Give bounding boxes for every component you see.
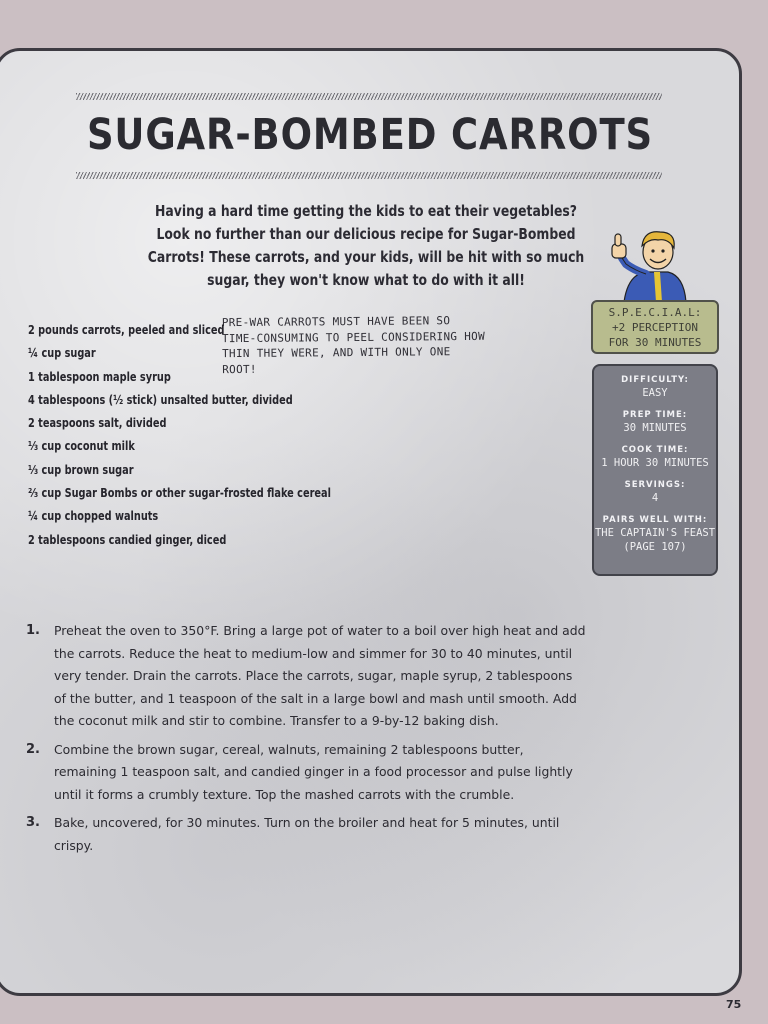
ingredient-item: ¼ cup sugar xyxy=(28,345,96,361)
cook-time-label: COOK TIME: xyxy=(621,445,689,455)
servings-label: SERVINGS: xyxy=(624,480,686,490)
prep-time-label: PREP TIME: xyxy=(622,410,688,420)
instruction-step xyxy=(26,812,586,857)
special-line-1: S.P.E.C.I.A.L: xyxy=(608,306,702,319)
title-divider-top xyxy=(76,93,662,100)
ingredient-item: 1 tablespoon maple syrup xyxy=(28,368,171,384)
ingredient-item: 2 tablespoons candied ginger, diced xyxy=(28,531,227,547)
step-number: 3. xyxy=(26,815,40,830)
page-title: SUGAR-BOMBED CARROTS xyxy=(86,110,654,160)
pairs-well-value: THE CAPTAIN'S FEAST (PAGE 107) xyxy=(594,527,716,553)
difficulty-label: DIFFICULTY: xyxy=(621,375,689,385)
step-text: Preheat the oven to 350°F. Bring a large pot of water to a boil over high heat and add the carrots. Reduce the heat to medium-low and simmer for 30 to 40 minutes, until very tender. Drain the carrots. Place the carrots, sugar, maple syrup, 2 tablespoons of the butter, and 1 teaspoon of the salt in a large bowl and mash until smooth. Add the coconut milk and stir to combine. Transfer to a 9-by-12 baking dish. xyxy=(54,623,586,728)
instruction-step xyxy=(26,620,586,733)
prep-time-value: 30 MINUTES xyxy=(623,422,687,434)
ingredient-item: ⅔ cup Sugar Bombs or other sugar-frosted flake cereal xyxy=(28,485,331,501)
ingredient-item: 2 teaspoons salt, divided xyxy=(28,415,167,431)
title-divider-bottom xyxy=(76,172,662,179)
ingredient-item: ¼ cup chopped walnuts xyxy=(28,508,159,524)
ingredient-item: ⅓ cup coconut milk xyxy=(28,438,135,454)
handwritten-note: PRE-WAR CARROTS MUST HAVE BEEN SO TIME-CONSUMING TO PEEL CONSIDERING HOW THIN THEY WERE, AND WITH ONLY ONE ROOT! xyxy=(221,314,486,376)
step-text: Bake, uncovered, for 30 minutes. Turn on the broiler and heat for 5 minutes, until crispy. xyxy=(54,815,560,853)
pairs-well-label: PAIRS WELL WITH: xyxy=(602,515,708,525)
special-bonus-box xyxy=(591,300,719,354)
ingredient-item: ⅓ cup brown sugar xyxy=(28,461,134,477)
instruction-list xyxy=(26,620,586,863)
ingredient-item: 4 tablespoons (½ stick) unsalted butter, divided xyxy=(28,391,293,407)
intro-paragraph: Having a hard time getting the kids to eat their vegetables? Look no further than our delicious recipe for Sugar-Bombed Carrots! These carrots, and your kids, will be hit with so much sugar, they won't know what to do with it all! xyxy=(147,202,585,289)
special-line-2: +2 PERCEPTION xyxy=(611,321,699,334)
step-number: 1. xyxy=(26,623,40,638)
step-text: Combine the brown sugar, cereal, walnuts, remaining 2 tablespoons butter, remaining 1 teaspoon salt, and candied ginger in a food processor and pulse lightly until it forms a crumbly texture. Top the mashed carrots with the crumble. xyxy=(54,741,573,802)
difficulty-value: EASY xyxy=(642,387,668,399)
cook-time-value: 1 HOUR 30 MINUTES xyxy=(601,457,709,469)
ingredient-item: 2 pounds carrots, peeled and sliced xyxy=(28,322,225,337)
vault-boy-thumbs-up-icon xyxy=(606,224,690,306)
servings-value: 4 xyxy=(651,492,659,504)
recipe-stats-box xyxy=(592,364,718,576)
special-line-3: FOR 30 MINUTES xyxy=(608,336,702,349)
page-number: 75 xyxy=(726,998,742,1011)
step-number: 2. xyxy=(26,741,40,757)
instruction-step xyxy=(26,739,586,807)
